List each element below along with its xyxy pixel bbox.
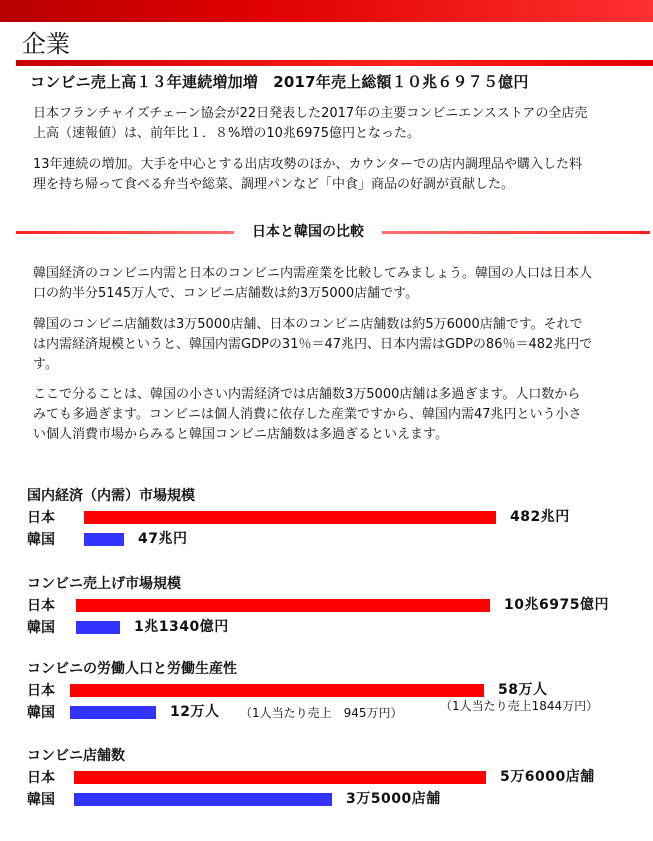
section-title: 日本と韓国の比較: [252, 224, 364, 240]
comparison-paragraph-2: 韓国のコンビニ店舗数は3万5000店舗、日本のコンビニ店舗数は約5万6000店舗です。それでは内需経済規模というと、韓国内需GDPの31％＝47兆円、日本内需はGDPの86％＝482兆円です。: [33, 317, 593, 372]
bar-value-label: 10兆6975億円: [504, 597, 609, 613]
bar: [76, 621, 120, 634]
bar-value-label: 5万6000店舗: [500, 769, 595, 785]
comparison-paragraph-3: ここで分ることは、韓国の小さい内需経済では店舗数3万5000店舗は多過ぎます。人口数からみても多過ぎます。コンビニは個人消費に依存した産業ですから、韓国内需47兆円という小さい個人消費市場からみると韓国コンビニ店舗数は多過ぎるといえます。: [33, 387, 582, 442]
intro-paragraph-1: 日本フランチャイズチェーン協会が22日発表した2017年の主要コンビニエンスストアの全店売上高（速報値）は、前年比１．８%増の10兆6975億円となった。: [33, 106, 588, 141]
bar-value-label: 3万5000店舗: [346, 791, 441, 807]
bar: [84, 533, 124, 546]
comparison-paragraph-1: 韓国経済のコンビニ内需と日本のコンビニ内需産業を比較してみましょう。韓国の人口は日本人口の約半分5145万人で、コンビニ店舗数は約3万5000店舗です。: [33, 266, 593, 301]
bar-value-label: 58万人: [498, 682, 548, 698]
bar-value-label: 12万人: [170, 704, 220, 720]
bar-category-label: 日本: [27, 683, 55, 699]
bar-value-label: 1兆1340億円: [134, 619, 229, 635]
chart-title: コンビニ店舗数: [27, 748, 125, 764]
intro-paragraph-2: 13年連続の増加。大手を中心とする出店攻勢のほか、カウンターでの店内調理品や購入した料理を持ち帰って食べる弁当や総菜、調理パンなど「中食」商品の好調が貢献した。: [33, 157, 583, 192]
bar-note: （1人当たり売上 945万円）: [240, 706, 403, 720]
bar-value-label: 482兆円: [510, 509, 570, 525]
bar-category-label: 日本: [27, 770, 55, 786]
article-headline: コンビニ売上高１３年連続増加増 2017年売上総額１０兆６９７５億円: [30, 73, 529, 91]
bar-value-label: 47兆円: [138, 531, 188, 547]
bar-note: （1人当たり売上1844万円）: [440, 699, 599, 713]
bar-category-label: 韓国: [27, 792, 55, 808]
bar: [74, 793, 332, 806]
bar-category-label: 日本: [27, 598, 55, 614]
chart-title: コンビニ売上げ市場規模: [27, 576, 181, 592]
bar: [74, 771, 486, 784]
chart-title: コンビニの労働人口と労働生産性: [27, 661, 237, 677]
bar-category-label: 韓国: [27, 705, 55, 721]
bar: [84, 511, 496, 524]
bar: [76, 599, 490, 612]
page-title: 企業: [22, 30, 70, 58]
chart-title: 国内経済（内需）市場規模: [27, 488, 195, 504]
bar-category-label: 韓国: [27, 620, 55, 636]
bar: [70, 684, 484, 697]
bar: [70, 706, 156, 719]
bar-category-label: 韓国: [27, 532, 55, 548]
bar-category-label: 日本: [27, 510, 55, 526]
